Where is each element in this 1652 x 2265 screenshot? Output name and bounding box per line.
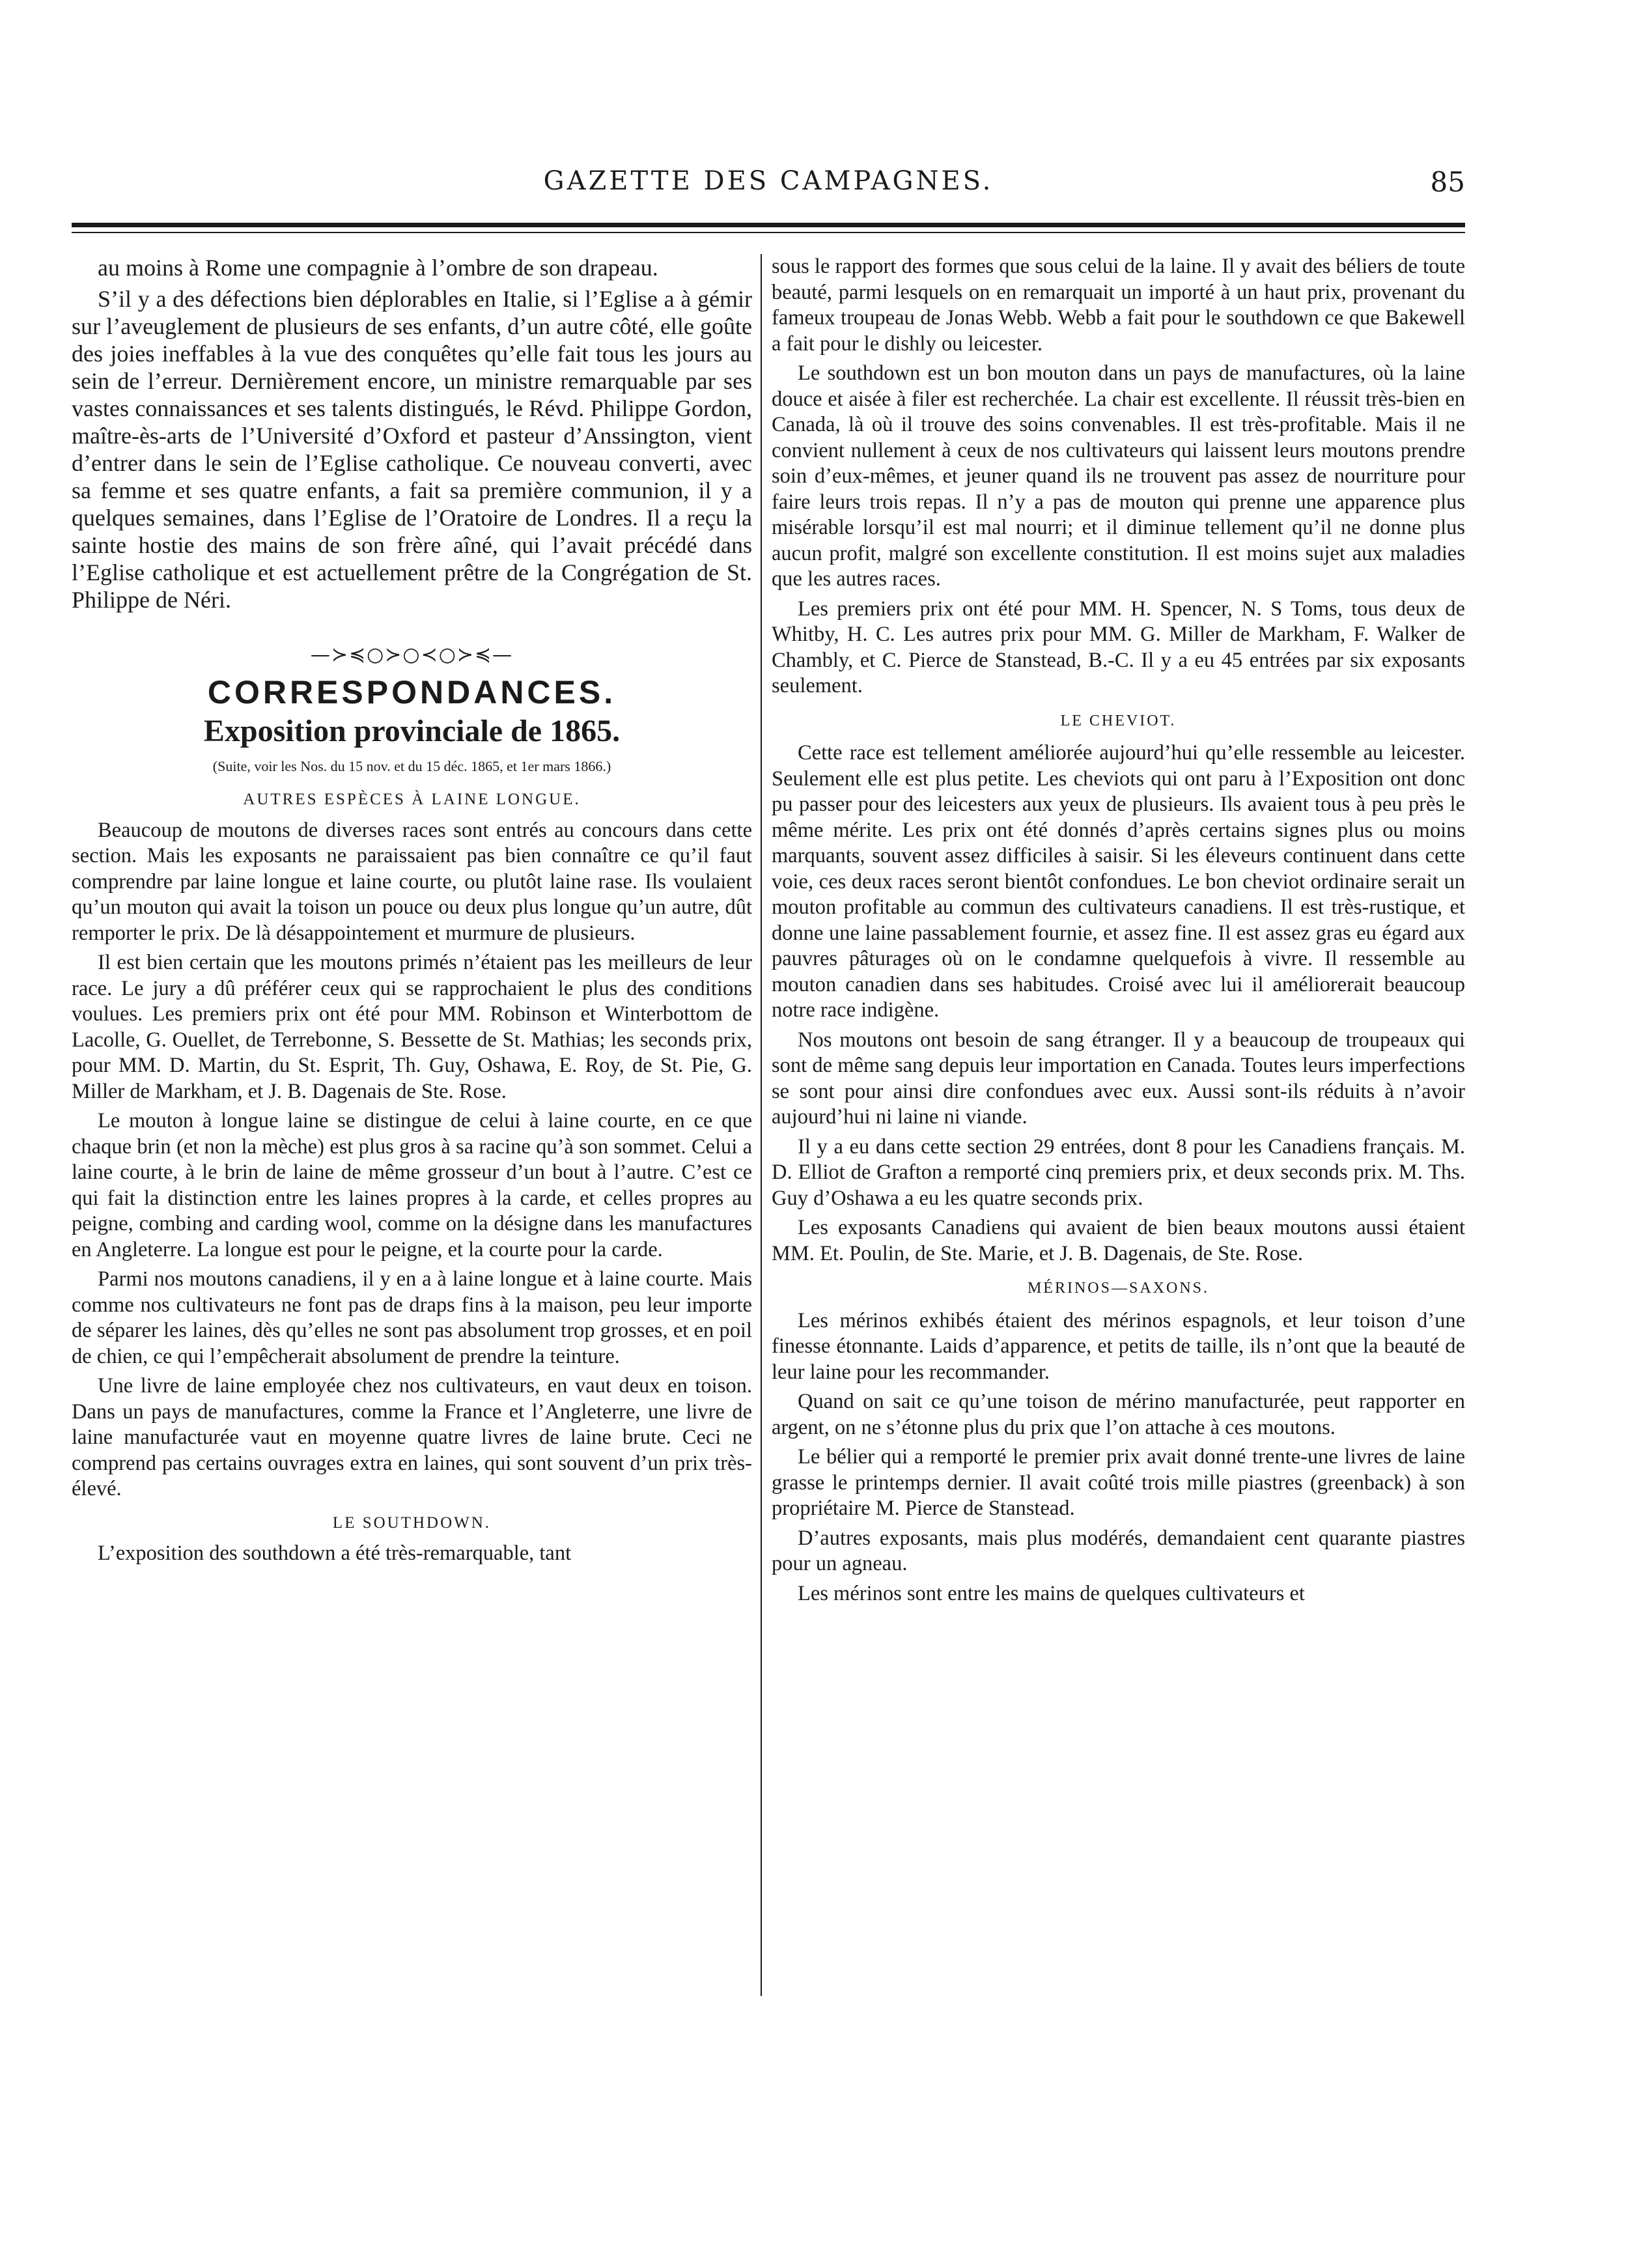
section-heading: CORRESPONDANCES.: [207, 673, 617, 710]
ornament-divider: —≻≼○≻○≺○≻≼—: [310, 643, 514, 666]
body-paragraph: Le southdown est un bon mouton dans un pays de manufactures, où la laine douce et aisée à filer est recherchée. La chair est excellente. Il réussit très-bien en Canada, là où il trouve des soins convenables. Il est très-profitable. Mais il ne convient nullement à ceux de nos cultivateurs qui laissent leurs moutons prendre soin d’eux-mêmes, et jeuner quand ils ne trouvent pas assez de nourriture pour faire leurs trois repas. Il n’y a pas de mouton qui prenne une apparence plus misérable lorsqu’il est mal nourri; et il diminue tellement qu’il ne donne plus aucun profit, malgré son excellente constitution. Il est moins sujet aux maladies que les autres races.: [772, 361, 1465, 591]
body-paragraph: Les premiers prix ont été pour MM. H. Spencer, N. S Toms, tous deux de Whitby, H. C. Les autres prix pour MM. G. Miller de Markham, F. Walker de Chambly, et C. Pierce de Stanstead, B.-C. Il y a eu 45 entrées par six exposants seulement.: [772, 597, 1465, 697]
lead-paragraph: S’il y a des défections bien déplorables en Italie, si l’Eglise a à gémir sur l’aveuglement de plusieurs de ses enfants, d’un autre côté, elle goûte des joies ineffables à la vue des conquêtes qu’elle fait tous les jours au sein de l’erreur. Dernièrement encore, un ministre remarquable par ses vastes connaissances et ses talents distingués, le Révd. Philippe Gordon, maître-ès-arts de l’Université d’Oxford et pasteur d’Anssington, vient d’entrer dans le sein de l’Eglise catholique. Ce nouveau converti, avec sa femme et ses quatre enfants, a fait sa première communion, il y a quelques semaines, dans l’Eglise de l’Oratoire de Londres. Il a reçu la sainte hostie des mains de son frère aîné, qui l’avait précédé dans l’Eglise catholique et est actuellement prêtre de la Congrégation de St. Philippe de Néri.: [72, 286, 752, 613]
page-number: 85: [1430, 166, 1465, 198]
body-paragraph: Quand on sait ce qu’une toison de mérino manufacturée, peut rapporter en argent, on ne s’étonne plus du prix que l’on attache à ces moutons.: [772, 1390, 1465, 1439]
body-paragraph: Les mérinos exhibés étaient des mérinos espagnols, et leur toison d’une finesse étonnante. Laids d’apparence, et petits de taille, ils n’ont que la beauté de leur laine pour les recommander.: [772, 1308, 1465, 1384]
page-header: [72, 166, 1465, 205]
sub-heading-southdown: LE SOUTHDOWN.: [332, 1513, 492, 1532]
body-paragraph: D’autres exposants, mais plus modérés, demandaient cent quarante piastres pour un agneau.: [772, 1526, 1465, 1575]
body-paragraph: Les mérinos sont entre les mains de quelques cultivateurs et: [798, 1581, 1305, 1605]
body-paragraph: Les exposants Canadiens qui avaient de bien beaux moutons aussi étaient MM. Et. Poulin, de Ste. Marie, et J. B. Dagenais, de Ste. Rose.: [772, 1216, 1465, 1265]
body-paragraph: Il est bien certain que les moutons primés n’étaient pas les meilleurs de leur race. Le jury a dû préférer ceux qui se rapprochaient le plus des conditions voulues. Les premiers prix ont été pour MM. Robinson et Winterbottom de Lacolle, G. Ouellet, de Terrebonne, S. Bessette de St. Mathias; les seconds prix, pour MM. D. Martin, du St. Esprit, Th. Guy, Oshawa, E. Roy, de St. Pie, G. Miller de Markham, et J. B. Dagenais de Ste. Rose.: [72, 951, 752, 1103]
sub-heading-cheviot: LE CHEVIOT.: [1060, 712, 1177, 729]
body-paragraph: Une livre de laine employée chez nos cultivateurs, en vaut deux en toison. Dans un pays de manufactures, comme la France et l’Angleterre, une livre de laine manufacturée vaut en moyenne quatre livres de laine brute. Ceci ne comprend pas certains ouvrages extra en laines, qui sont souvent d’un prix très-élevé.: [72, 1374, 752, 1500]
body-paragraph: Beaucoup de moutons de diverses races sont entrés au concours dans cette section. Mais les exposants ne paraissaient pas bien connaître ce qu’il faut comprendre par laine longue et laine courte, ou plutôt laine rase. Ils voulaient qu’un mouton qui avait la toison un pouce ou deux plus longue qu’un autre, dût remporter le prix. De là désappointement et murmure de plusieurs.: [72, 818, 752, 945]
sub-heading-autres-especes: AUTRES ESPÈCES À LAINE LONGUE.: [243, 791, 581, 808]
article-note: (Suite, voir les Nos. du 15 nov. et du 15 déc. 1865, et 1er mars 1866.): [212, 757, 611, 774]
right-column: [772, 254, 1465, 1611]
body-paragraph: Il y a eu dans cette section 29 entrées, dont 8 pour les Canadiens français. M. D. Elliot de Grafton a remporté cinq premiers prix, et deux seconds prix. M. Ths. Guy d’Oshawa a eu les quatre seconds prix.: [772, 1134, 1465, 1210]
column-divider: [761, 254, 762, 1996]
body-paragraph: Parmi nos moutons canadiens, il y en a à laine longue et à laine courte. Mais comme nos cultivateurs ne font pas de draps fins à la maison, peu leur importe de séparer les laines, dès qu’elles ne sont pas absolument trop grosses, et en poil de chien, ce qui l’empêcherait absolument de prendre la teinture.: [72, 1267, 752, 1368]
body-paragraph: Le mouton à longue laine se distingue de celui à laine courte, en ce que chaque brin (et non la mèche) est plus gros à sa racine qu’à son sommet. Celui a laine courte, à le brin de laine de même grosseur d’un bout à l’autre. C’est ce qui fait la distinction entre les laines propres à la carde, et celles propres au peigne, combing and carding wool, comme on la désigne dans les manufactures en Angleterre. La longue est pour le peigne, et la courte pour la carde.: [72, 1109, 752, 1261]
body-paragraph: Nos moutons ont besoin de sang étranger. Il y a beaucoup de troupeaux qui sont de même sang depuis leur importation en Canada. Toutes leurs imperfections se sont pour ainsi dire confondues avec eux. Aussi sont-ils réduits à n’avoir aujourd’hui ni laine ni viande.: [772, 1028, 1465, 1129]
body-paragraph: Le bélier qui a remporté le premier prix avait donné trente-une livres de laine grasse le printemps dernier. Il avait coûté trois mille piastres (greenback) à son propriétaire M. Pierce de Stanstead.: [772, 1445, 1465, 1520]
header-rule-thin: [72, 232, 1465, 233]
header-rule-thick: [72, 223, 1465, 227]
lead-paragraph: au moins à Rome une compagnie à l’ombre de son drapeau.: [98, 255, 658, 281]
left-column: [72, 254, 752, 1571]
body-paragraph: sous le rapport des formes que sous celui de la laine. Il y avait des béliers de toute beauté, parmi lesquels on en remarquait un importé à un haut prix, provenant du fameux troupeau de Jonas Webb. Webb a fait pour le southdown ce que Bakewell a fait pour le dishly ou leicester.: [772, 255, 1465, 356]
sub-heading-merinos: MÉRINOS—SAXONS.: [1027, 1280, 1210, 1297]
running-title: GAZETTE DES CAMPAGNES.: [543, 166, 994, 196]
body-paragraph: L’exposition des southdown a été très-remarquable, tant: [98, 1541, 572, 1565]
body-paragraph: Cette race est tellement améliorée aujourd’hui qu’elle ressemble au leicester. Seulement elle est plus petite. Les cheviots qui ont paru à l’Exposition ont donc pu passer pour des leicesters aux yeux de plusieurs. Ils avaient tous à peu près le même mérite. Les prix ont été donnés d’après certains signes plus ou moins marquants, souvent assez difficiles à saisir. Si les éleveurs continuent dans cette voie, ces deux races seront bientôt confondues. Le bon cheviot ordinaire serait un mouton profitable au commun des cultivateurs canadiens. Il est très-rustique, et donne une laine passablement fournie, et assez fine. Il est assez gras eu égard aux pauvres pâturages où on le condamne quelquefois à vivre. Il ressemble au mouton canadien dans ses habitudes. Croisé avec lui il améliorerait beaucoup notre race indigène.: [772, 741, 1465, 1022]
article-title: Exposition provinciale de 1865.: [203, 714, 621, 748]
